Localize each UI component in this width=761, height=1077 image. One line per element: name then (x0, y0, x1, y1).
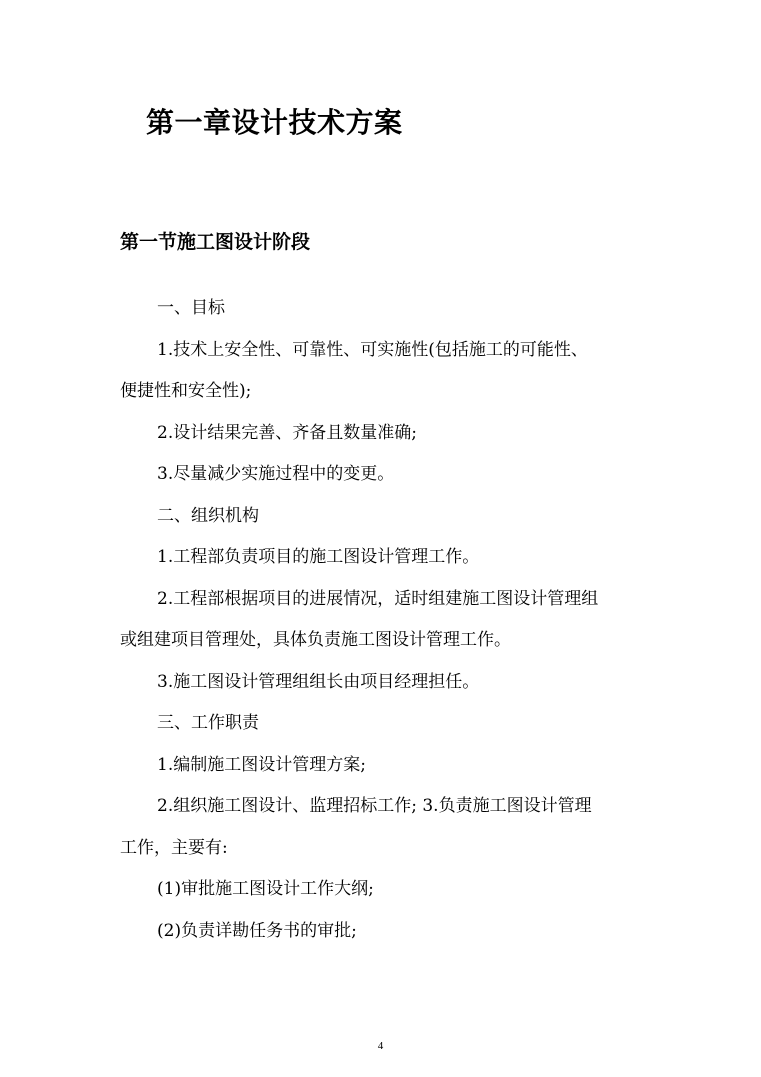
section-title: 第一节施工图设计阶段 (120, 231, 311, 253)
paragraph-line: 工作，主要有: (120, 838, 228, 858)
page-number: 4 (377, 1040, 384, 1052)
paragraph-line: (1)审批施工图设计工作大纲; (157, 879, 374, 899)
paragraph-line: 3.施工图设计管理组组长由项目经理担任。 (157, 672, 480, 692)
heading-organization: 二、组织机构 (157, 506, 259, 526)
paragraph-line: 1.工程部负责项目的施工图设计管理工作。 (157, 547, 480, 567)
paragraph-line: 2.工程部根据项目的进展情况，适时组建施工图设计管理组 (157, 589, 599, 609)
heading-objectives: 一、目标 (157, 298, 225, 318)
paragraph-line: (2)负责详勘任务书的审批; (157, 921, 357, 941)
heading-responsibilities: 三、工作职责 (157, 713, 259, 733)
paragraph-line: 或组建项目管理处，具体负责施工图设计管理工作。 (120, 630, 511, 650)
paragraph-line: 2.设计结果完善、齐备且数量准确; (157, 423, 417, 443)
paragraph-line: 1.编制施工图设计管理方案; (157, 755, 366, 775)
paragraph-line: 2.组织施工图设计、监理招标工作; 3.负责施工图设计管理 (157, 796, 592, 816)
paragraph-line: 1.技术上安全性、可靠性、可实施性(包括施工的可能性、 (157, 340, 588, 360)
paragraph-line: 便捷性和安全性); (120, 381, 252, 401)
paragraph-line: 3.尽量减少实施过程中的变更。 (157, 464, 395, 484)
chapter-title: 第一章设计技术方案 (146, 106, 403, 139)
